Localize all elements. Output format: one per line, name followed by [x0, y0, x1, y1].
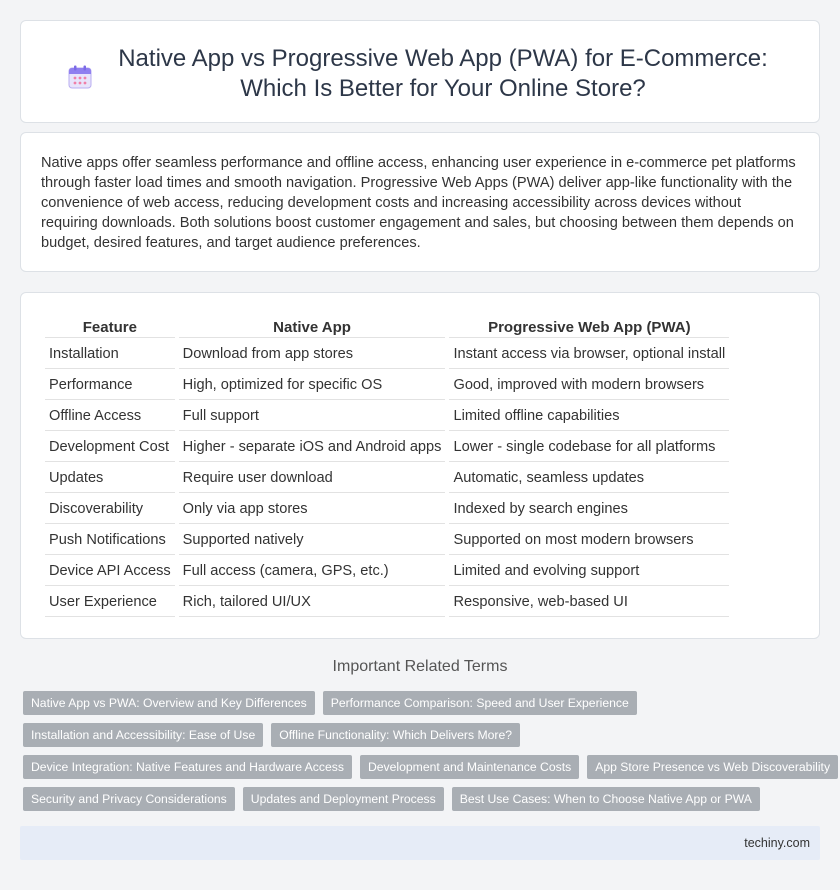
- footer-site-link[interactable]: techiny.com: [744, 836, 810, 850]
- related-terms-heading: Important Related Terms: [332, 658, 508, 675]
- related-term-tag[interactable]: Updates and Deployment Process: [243, 787, 444, 811]
- related-term-tag[interactable]: Device Integration: Native Features and Hardware Access: [23, 755, 352, 779]
- footer: [20, 826, 820, 860]
- pwa-cell: Supported on most modern browsers: [449, 526, 729, 555]
- tag-row: [23, 755, 831, 779]
- pwa-cell: Indexed by search engines: [449, 495, 729, 524]
- intro-card: [20, 132, 820, 272]
- pwa-cell: Limited offline capabilities: [449, 402, 729, 431]
- related-term-tag[interactable]: Native App vs PWA: Overview and Key Differences: [23, 691, 315, 715]
- feature-cell: Discoverability: [45, 495, 175, 524]
- table-row: [45, 402, 729, 431]
- related-term-tag[interactable]: Security and Privacy Considerations: [23, 787, 235, 811]
- related-term-tag[interactable]: App Store Presence vs Web Discoverability: [587, 755, 838, 779]
- feature-cell: Updates: [45, 464, 175, 493]
- pwa-cell: Good, improved with modern browsers: [449, 371, 729, 400]
- table-row: [45, 526, 729, 555]
- calendar-icon: [67, 64, 93, 90]
- related-terms-list: [23, 691, 831, 819]
- intro-paragraph: Native apps offer seamless performance and offline access, enhancing user experience in e-commerce pet platforms through faster load times and smooth navigation. Progressive Web Apps (PWA) deliver app-like functionality with the convenience of web access, reducing development costs and increasing accessibility across devices without requiring downloads. Both solutions boost customer engagement and sales, but choosing between them depends on budget, desired features, and target audience preferences.: [41, 155, 796, 251]
- related-term-tag[interactable]: Offline Functionality: Which Delivers More?: [271, 723, 520, 747]
- pwa-cell: Automatic, seamless updates: [449, 464, 729, 493]
- native-cell: High, optimized for specific OS: [179, 371, 446, 400]
- title-wrap: [67, 40, 773, 104]
- native-cell: Download from app stores: [179, 340, 446, 369]
- related-term-tag[interactable]: Performance Comparison: Speed and User Experience: [323, 691, 637, 715]
- table-row: [45, 495, 729, 524]
- title-card: [20, 20, 820, 123]
- related-term-tag[interactable]: Development and Maintenance Costs: [360, 755, 579, 779]
- pwa-cell: Responsive, web-based UI: [449, 588, 729, 617]
- table-row: [45, 340, 729, 369]
- native-cell: Only via app stores: [179, 495, 446, 524]
- native-cell: Full support: [179, 402, 446, 431]
- related-term-tag[interactable]: Best Use Cases: When to Choose Native App or PWA: [452, 787, 760, 811]
- native-cell: Rich, tailored UI/UX: [179, 588, 446, 617]
- table-row: [45, 588, 729, 617]
- comparison-table-card: [20, 292, 820, 639]
- table-row: [45, 557, 729, 586]
- feature-cell: Performance: [45, 371, 175, 400]
- tag-row: [23, 723, 823, 747]
- header-feature: Feature: [45, 317, 175, 338]
- header-pwa: Progressive Web App (PWA): [449, 317, 729, 338]
- feature-cell: Device API Access: [45, 557, 175, 586]
- table-row: [45, 371, 729, 400]
- feature-cell: Offline Access: [45, 402, 175, 431]
- pwa-cell: Lower - single codebase for all platforms: [449, 433, 729, 462]
- table-row: [45, 464, 729, 493]
- header-native-app: Native App: [179, 317, 446, 338]
- pwa-cell: Limited and evolving support: [449, 557, 729, 586]
- tag-row: [23, 787, 823, 811]
- native-cell: Higher - separate iOS and Android apps: [179, 433, 446, 462]
- feature-cell: Development Cost: [45, 433, 175, 462]
- feature-cell: Installation: [45, 340, 175, 369]
- feature-cell: Push Notifications: [45, 526, 175, 555]
- table-row: [45, 433, 729, 462]
- native-cell: Require user download: [179, 464, 446, 493]
- related-term-tag[interactable]: Installation and Accessibility: Ease of Use: [23, 723, 263, 747]
- feature-cell: User Experience: [45, 588, 175, 617]
- pwa-cell: Instant access via browser, optional install: [449, 340, 729, 369]
- native-cell: Full access (camera, GPS, etc.): [179, 557, 446, 586]
- comparison-table: [41, 315, 733, 619]
- native-cell: Supported natively: [179, 526, 446, 555]
- tag-row: [23, 691, 823, 715]
- page-title: Native App vs Progressive Web App (PWA) for E-Commerce: Which Is Better for Your Online Store?: [118, 44, 768, 102]
- table-header-row: [45, 317, 729, 338]
